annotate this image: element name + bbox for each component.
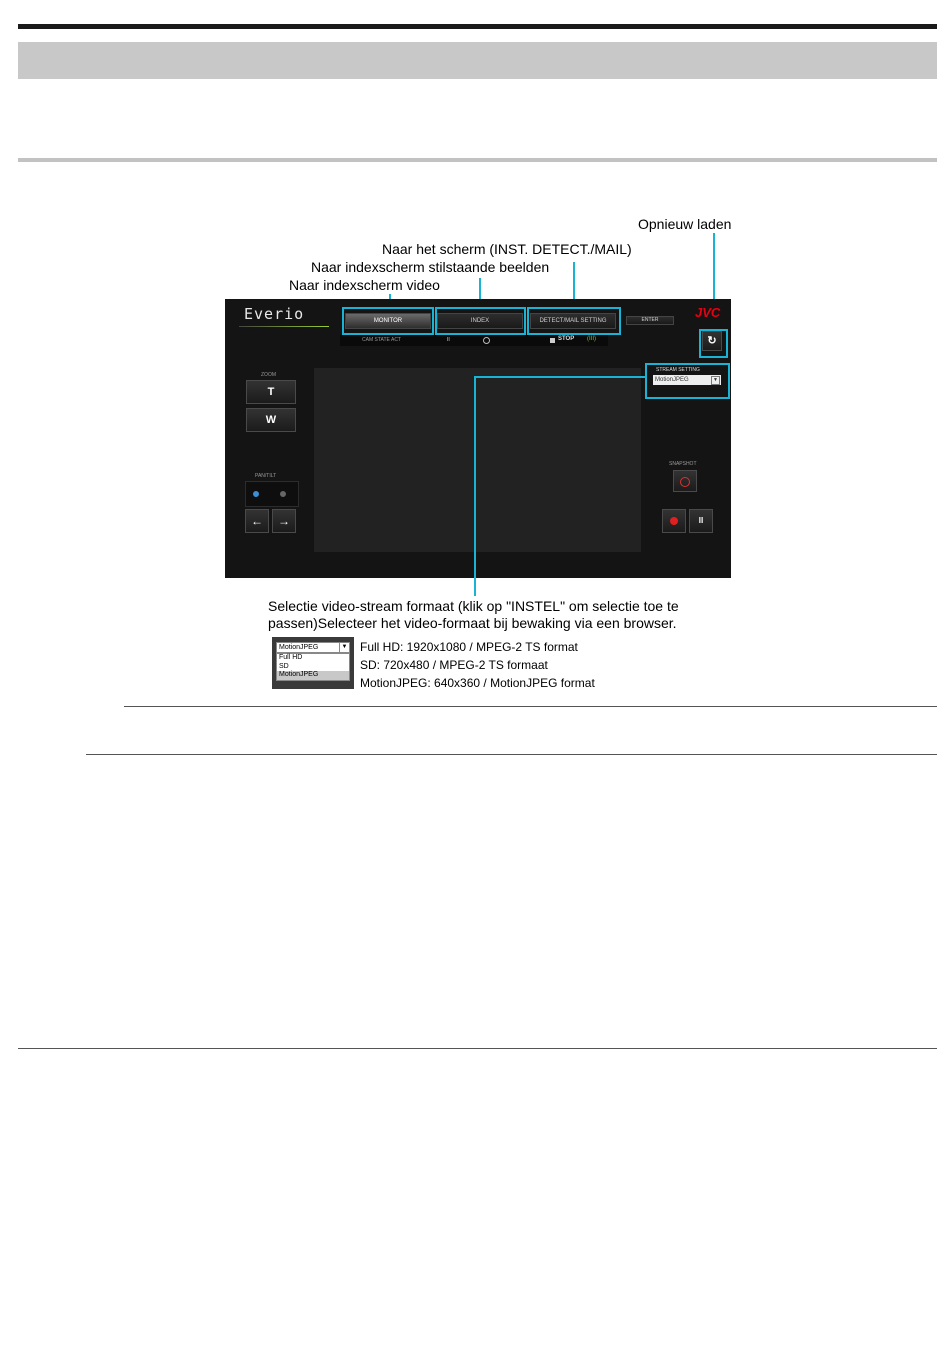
highlight-stream: [645, 363, 730, 399]
callout-index-video: Naar indexscherm video: [289, 277, 440, 293]
format-option-motionjpeg[interactable]: MotionJPEG: [277, 671, 349, 680]
highlight-monitor: [342, 307, 434, 335]
format-dropdown-value: MotionJPEG: [279, 644, 319, 651]
chevron-down-icon: ▼: [711, 376, 720, 385]
cam-state-label: CAM STATE ACT: [362, 337, 401, 343]
callout-stream-line1: Selectie video-stream formaat (klik op "INSTEL" om selectie toe te: [268, 598, 679, 614]
detect-mail-button[interactable]: DETECT/MAIL SETTING: [530, 313, 616, 329]
zoom-icon: [483, 337, 490, 344]
pantilt-led-off: [280, 491, 286, 497]
divider-1: [124, 706, 937, 707]
brand-underline: [239, 326, 329, 327]
top-rule: [18, 24, 937, 29]
pan-right-button[interactable]: →: [272, 509, 296, 533]
stop-icon: [550, 338, 555, 343]
battery-indicator: (III): [587, 336, 596, 342]
chevron-down-icon: ▼: [339, 643, 349, 652]
jvc-logo: JVC: [695, 305, 721, 320]
snapshot-icon: [680, 477, 690, 487]
format-option-sd[interactable]: SD: [279, 662, 289, 670]
highlight-index: [435, 307, 526, 335]
record-button[interactable]: [662, 509, 686, 533]
zoom-label: ZOOM: [261, 372, 276, 378]
header-band: [18, 42, 937, 79]
everio-ui-screenshot: [225, 299, 731, 578]
zoom-wide-button[interactable]: W: [246, 408, 296, 432]
enter-button[interactable]: ENTER: [626, 316, 674, 325]
format-sd-desc: SD: 720x480 / MPEG-2 TS formaat: [360, 658, 548, 672]
pantilt-led-on: [253, 491, 259, 497]
divider-2: [86, 754, 937, 755]
zoom-tele-button[interactable]: T: [246, 380, 296, 404]
format-dropdown-illustration: [272, 637, 354, 689]
divider-3: [18, 1048, 937, 1049]
callout-detect-mail: Naar het scherm (INST. DETECT./MAIL): [382, 241, 632, 257]
format-option-fullhd[interactable]: Full HD: [279, 654, 303, 661]
connector-stream-v: [474, 376, 476, 596]
format-dropdown-select[interactable]: [276, 642, 350, 653]
callout-reload: Opnieuw laden: [638, 216, 732, 232]
pantilt-label: PAN/TILT: [255, 473, 277, 479]
snapshot-label: SNAPSHOT: [669, 461, 697, 467]
connector-stream-h: [474, 376, 646, 378]
section-rule: [18, 158, 937, 162]
reload-button[interactable]: ↻: [702, 331, 722, 351]
format-fullhd-desc: Full HD: 1920x1080 / MPEG-2 TS format: [360, 640, 578, 654]
snapshot-button[interactable]: [673, 470, 697, 492]
brand-logo: Everio: [244, 305, 305, 323]
stream-setting-label: STREAM SETTING: [656, 367, 700, 373]
monitor-button[interactable]: MONITOR: [345, 313, 431, 329]
callout-index-stills: Naar indexscherm stilstaande beelden: [311, 259, 550, 275]
highlight-reload: [699, 329, 728, 358]
pan-indicator: II: [447, 337, 450, 343]
highlight-detect: [527, 307, 621, 335]
pan-left-button[interactable]: ←: [245, 509, 269, 533]
callout-stream-line2: passen)Selecteer het video-formaat bij bewaking via een browser.: [268, 615, 677, 631]
format-dropdown-list: [276, 653, 350, 681]
stream-select-value: MotionJPEG: [655, 377, 689, 383]
video-view: [314, 368, 641, 552]
format-motionjpeg-desc: MotionJPEG: 640x360 / MotionJPEG format: [360, 676, 595, 690]
record-icon: [670, 517, 678, 525]
pause-button[interactable]: II: [689, 509, 713, 533]
stop-label: STOP: [558, 336, 575, 342]
index-button[interactable]: INDEX: [437, 313, 523, 329]
